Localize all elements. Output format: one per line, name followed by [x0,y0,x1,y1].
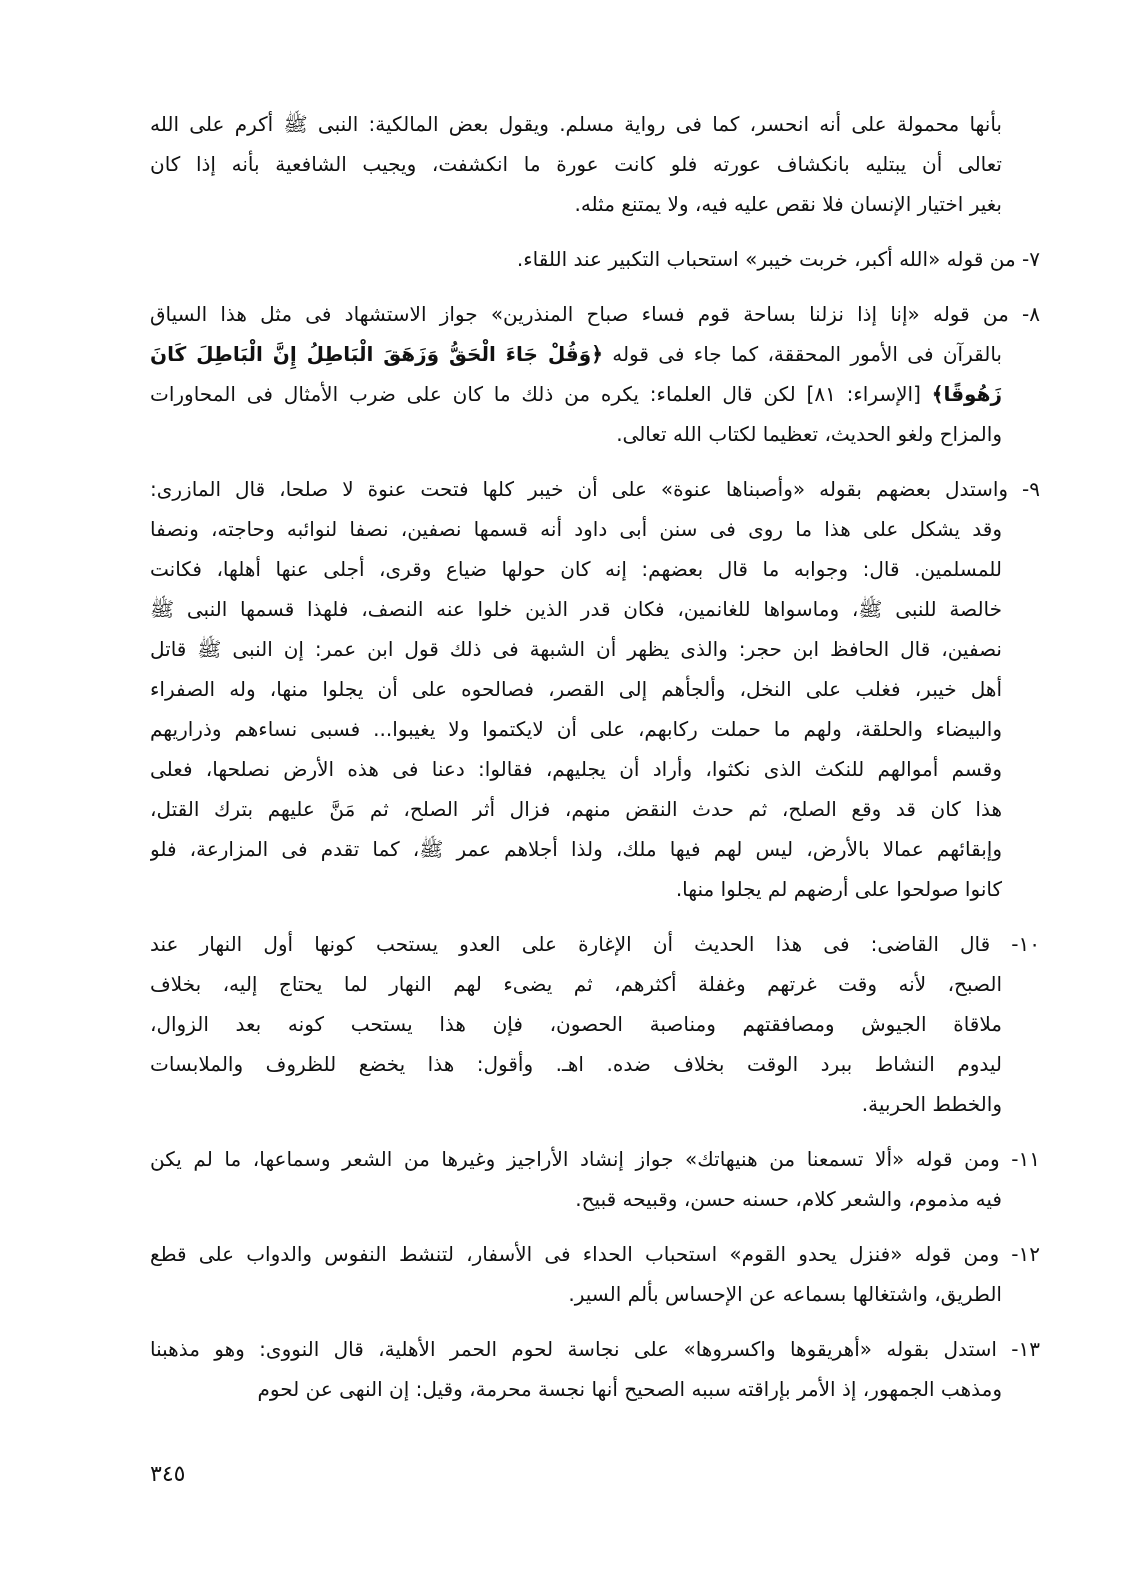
numbered-paragraph [150,1139,1040,1219]
text-line: والخطط الحربية. [861,1092,1002,1116]
text-line: تعالى أن يبتليه بانكشاف عورته فلو كانت عورة ما انكشفت، ويجيب الشافعية بأنه إذا كان [150,152,1002,176]
text-line: ١٠- قال القاضى: فى هذا الحديث أن الإغارة على العدو يستحب كونها أول النهار عند [150,932,1040,956]
quran-verse: زَهُوقًا﴾ [931,382,1002,406]
numbered-paragraph [150,469,1040,909]
text-line: هذا كان قد وقع الصلح، ثم حدث النقض منهم، فزال أثر الصلح، ثم مَنَّ عليهم بترك القتل، [150,797,1002,821]
page-number: ٣٤٥ [150,1462,186,1487]
text-segment: بالقرآن فى الأمور المحققة، كما جاء فى قوله [602,342,1002,366]
numbered-paragraph [150,1234,1040,1314]
text-line [150,374,1002,414]
text-line: بغير اختيار الإنسان فلا نقص عليه فيه، ولا يمتنع مثله. [574,192,1002,216]
text-line: والبيضاء والحلقة، ولهم ما حملت ركابهم، على أن لايكتموا ولا يغيبوا... فسبى نساءهم وذراريهم [150,717,1002,741]
text-line: ٨- من قوله «إنا إذا نزلنا بساحة قوم فساء صباح المنذرين» جواز الاستشهاد فى مثل هذا السياق [150,302,1040,326]
numbered-paragraph [150,294,1040,454]
text-line: ١٣- استدل بقوله «أهريقوها واكسروها» على نجاسة لحوم الحمر الأهلية، قال النووى: وهو مذهبنا [150,1337,1040,1361]
numbered-paragraph [150,239,1040,279]
text-line: أهل خيبر، فغلب على النخل، وألجأهم إلى القصر، فصالحوه على أن يجلوا منها، وله الصفراء [150,677,1002,701]
text-line: وقسم أموالهم للنكث الذى نكثوا، وأراد أن يجليهم، فقالوا: دعنا فى هذه الأرض نصلحها، فعلى [150,757,1002,781]
numbered-paragraph [150,1329,1040,1409]
text-line: ١٢- ومن قوله «فنزل يحدو القوم» استحباب الحداء فى الأسفار، لتنشط النفوس والدواب على قطع [150,1242,1040,1266]
text-line: فيه مذموم، والشعر كلام، حسنه حسن، وقبيحه قبيح. [575,1187,1002,1211]
text-line: ليدوم النشاط ببرد الوقت بخلاف ضده. اهـ. وأقول: هذا يخضع للظروف والملابسات [150,1052,1002,1076]
paragraph [150,104,1040,224]
text-line: ١١- ومن قوله «ألا تسمعنا من هنيهاتك» جواز إنشاد الأراجيز وغيرها من الشعر وسماعها، ما لم يكن [150,1147,1040,1171]
page-body [150,104,1040,1424]
text-line: الصبح، لأنه وقت غرتهم وغفلة أكثرهم، ثم يضىء لهم النهار لما يحتاج إليه، بخلاف [150,972,1002,996]
text-line: وقد يشكل على هذا ما روى فى سنن أبى داود أنه قسمها نصفين، نصفا لنوائبه وحاجته، ونصفا [150,517,1002,541]
text-line: للمسلمين. قال: وجوابه ما قال بعضهم: إنه كان حولها ضياع وقرى، أجلى عنها أهلها، فكانت [150,557,1002,581]
text-line: كانوا صولحوا على أرضهم لم يجلوا منها. [675,877,1002,901]
text-line: نصفين، قال الحافظ ابن حجر: والذى يظهر أن الشبهة فى ذلك قول ابن عمر: إن النبى ﷺ قاتل [150,637,1002,661]
text-segment: [الإسراء: ٨١] لكن قال العلماء: يكره من ذلك ما كان على ضرب الأمثال فى المحاورات [150,382,932,406]
text-line: وإبقائهم عمالا بالأرض، ليس لهم فيها ملك، ولذا أجلاهم عمر ﷺ، كما تقدم فى المزارعة، فلو [150,837,1002,861]
text-line: ومذهب الجمهور، إذ الأمر بإراقته سببه الصحيح أنها نجسة محرمة، وقيل: إن النهى عن لحوم [257,1377,1002,1401]
text-line: الطريق، واشتغالها بسماعه عن الإحساس بألم السير. [568,1282,1002,1306]
text-line: ٧- من قوله «الله أكبر، خربت خيبر» استحباب التكبير عند اللقاء. [516,247,1040,271]
numbered-paragraph [150,924,1040,1124]
text-line: بأنها محمولة على أنه انحسر، كما فى رواية مسلم. ويقول بعض المالكية: النبى ﷺ أكرم على الله [150,112,1002,136]
quran-verse: ﴿وَقُلْ جَاءَ الْحَقُّ وَزَهَقَ الْبَاطِلُ إِنَّ الْبَاطِلَ كَانَ [150,342,603,366]
text-line: ملاقاة الجيوش ومصافقتهم ومناصبة الحصون، فإن هذا يستحب كونه بعد الزوال، [150,1012,1002,1036]
text-line: ٩- واستدل بعضهم بقوله «وأصبناها عنوة» على أن خيبر كلها فتحت عنوة لا صلحا، قال المازرى: [150,477,1040,501]
text-line: والمزاح ولغو الحديث، تعظيما لكتاب الله تعالى. [616,422,1002,446]
text-line: خالصة للنبى ﷺ، وماسواها للغانمين، فكان قدر الذين خلوا عنه النصف، فلهذا قسمها النبى ﷺ [150,597,1002,621]
text-line [150,334,1002,374]
